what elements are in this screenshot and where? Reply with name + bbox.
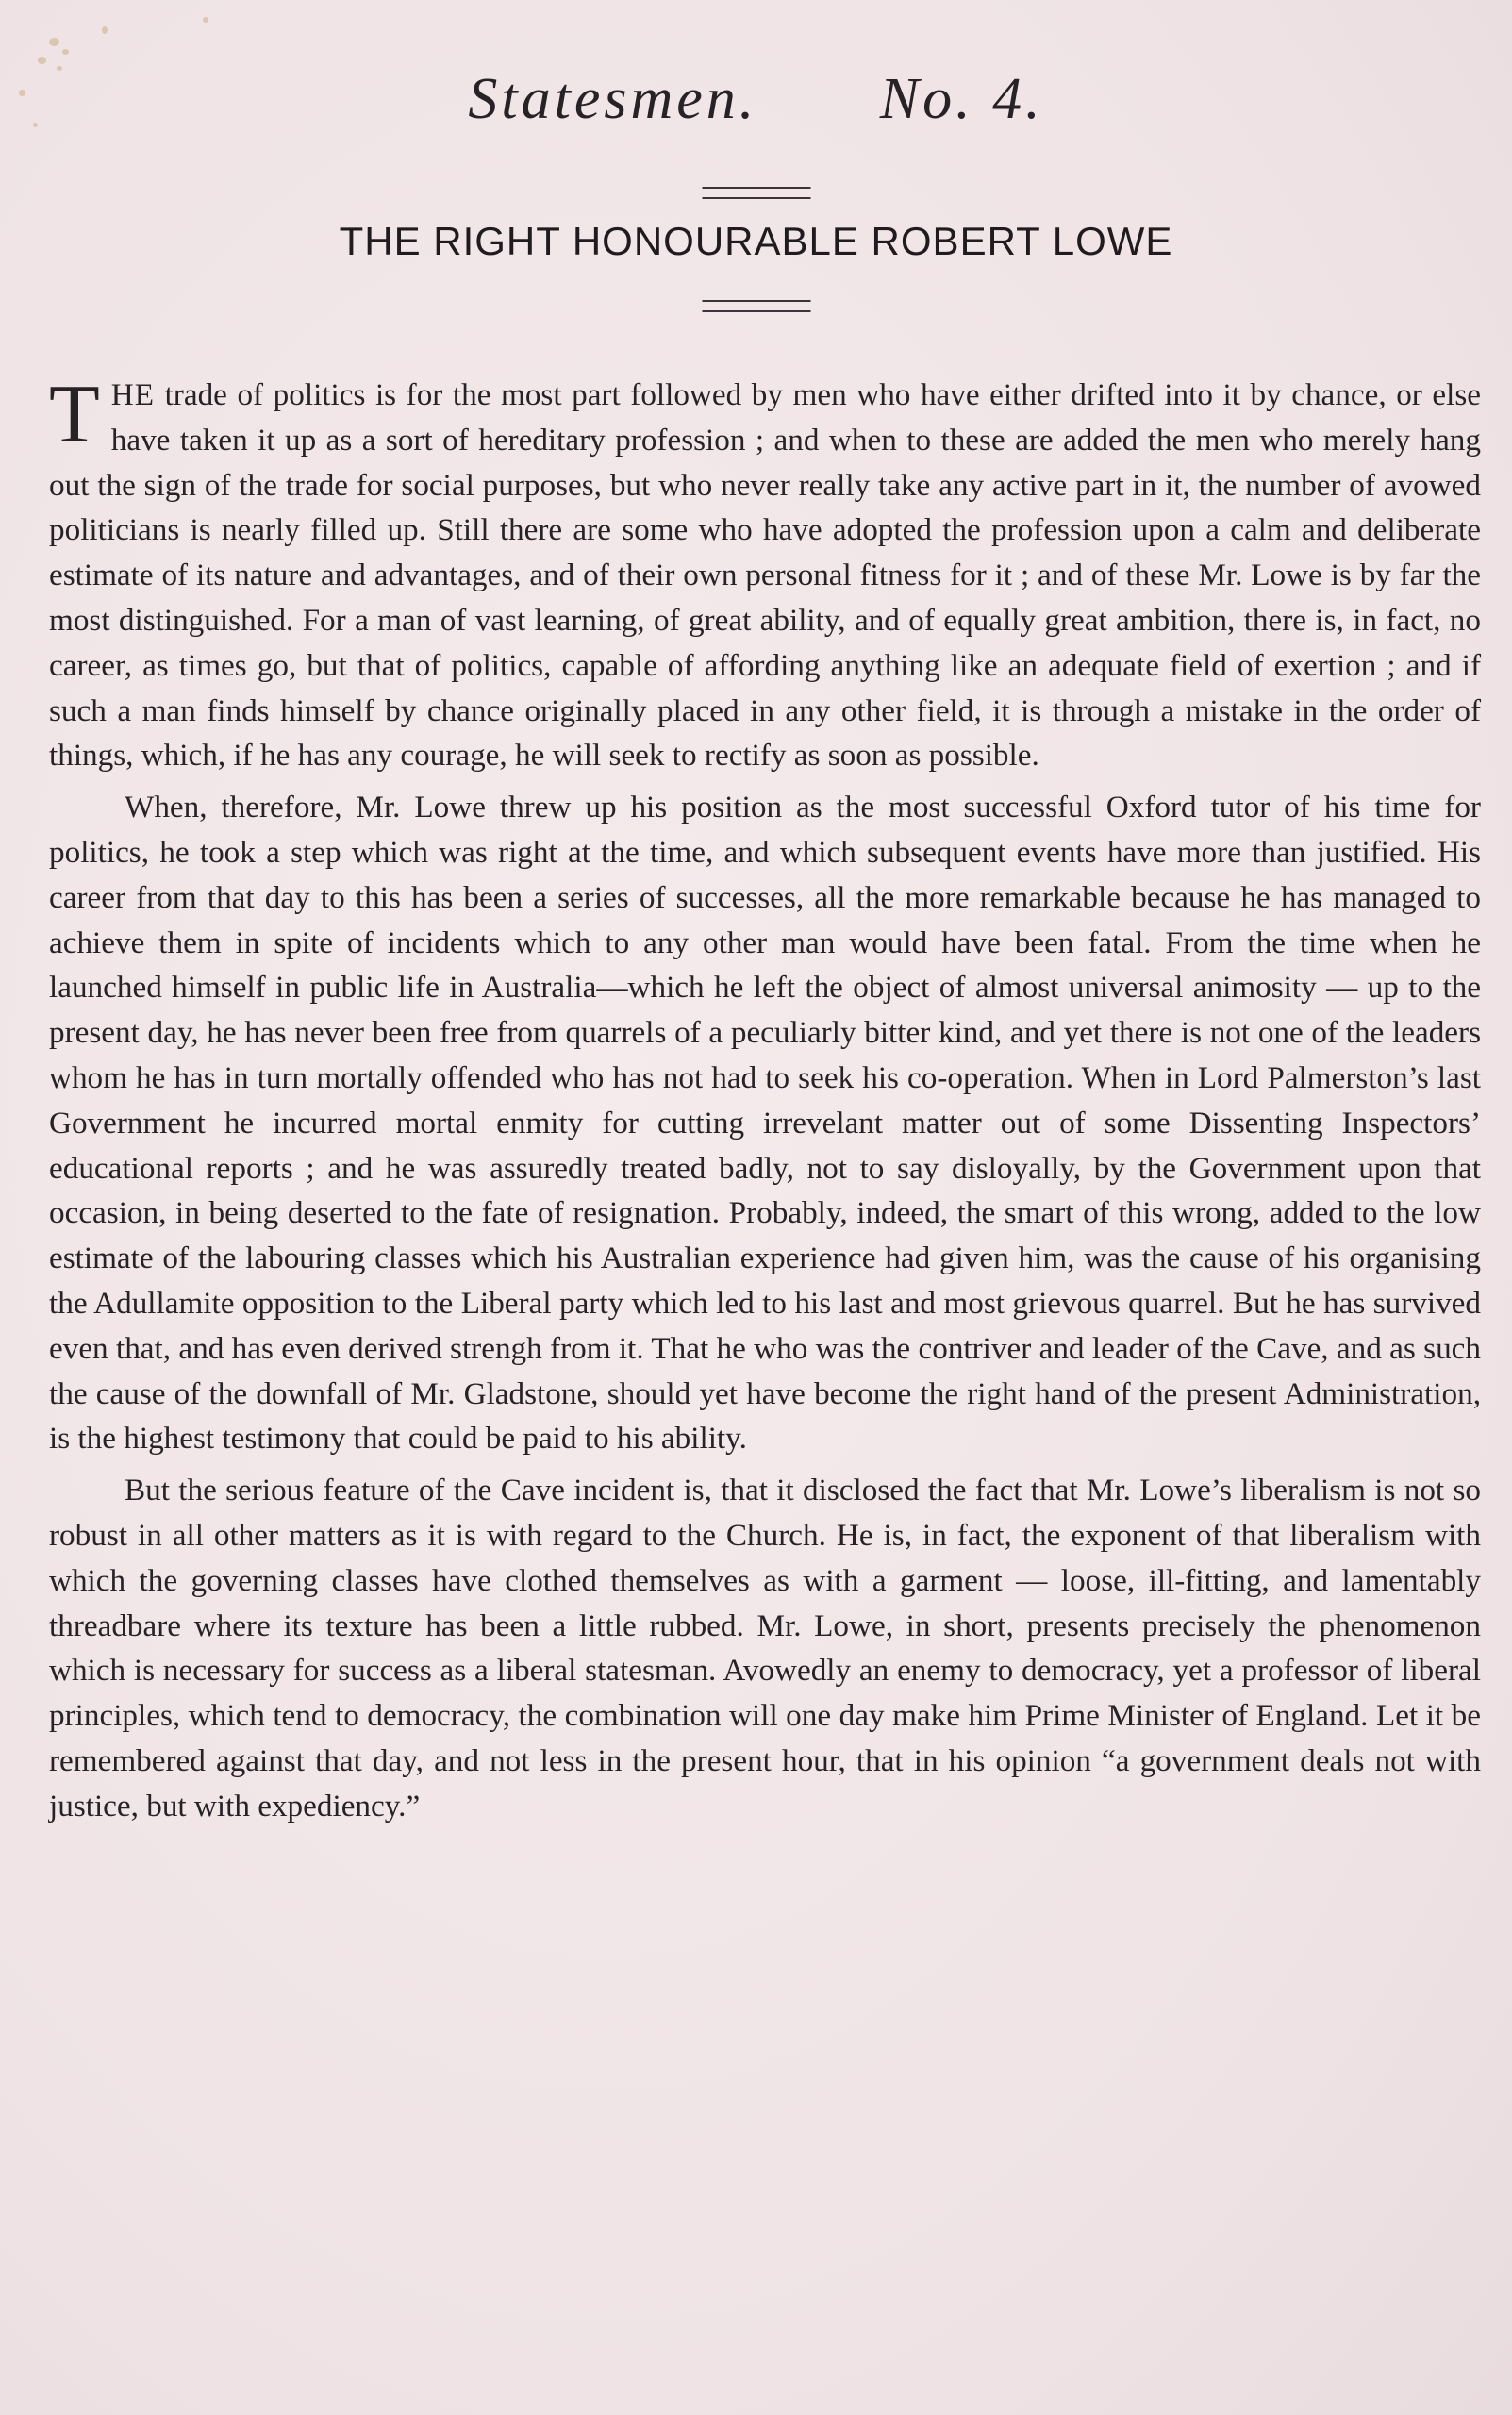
top-double-rule bbox=[702, 187, 810, 199]
paragraph-3: But the serious feature of the Cave incident is, that it disclosed the fact that Mr. Lowe’s liberalism is not so robust in all other matters as it is with regard to the Church. He is, in fact, the exponent of that liberalism with which the governing classes have clothed themselves as with a garment — loose, ill-fitting, and lamentably threadbare where its texture has been a little rubbed. Mr. Lowe, in short, presents precisely the phenomenon which is necessary for success as a liberal statesman. Avowedly an enemy to democracy, yet a professor of liberal principles, which tend to democracy, the combination will one day make him Prime Minister of England. Let it be remembered against that day, and not less in the present hour, that in his opinion “a government deals not with justice, but with expediency.” bbox=[49, 1473, 1481, 1824]
bottom-double-rule bbox=[702, 300, 810, 312]
drop-cap-continuation: HE bbox=[110, 377, 156, 412]
series-masthead bbox=[0, 38, 1512, 160]
paragraph-1 bbox=[49, 369, 1481, 778]
article-body bbox=[49, 369, 1481, 1836]
article-title: THE RIGHT HONOURABLE ROBERT LOWE bbox=[339, 219, 1173, 263]
foxing-spot bbox=[203, 17, 208, 23]
series-name: Statesmen. bbox=[468, 67, 758, 131]
drop-cap: T bbox=[49, 369, 100, 460]
foxing-spot bbox=[102, 26, 108, 34]
paragraph-1-text: trade of politics is for the most part followed by men who have either drifted into it by chance, or else have taken it up as a sort of hereditary profession ; and when to these are added the men who merely hang out the sign of the trade for social purposes, but who never really take any active part in it, the number of avowed politicians is nearly filled up. Still there are some who have adopted the profession upon a calm and deliberate estimate of its nature and advantages, and of their own personal fitness for it ; and of these Mr. Lowe is by far the most distinguished. For a man of vast learning, of great ability, and of equally great ambition, there is, in fact, no career, as times go, but that of politics, capable of affording anything like an adequate field of exertion ; and if such a man finds himself by chance originally placed in any other field, it is through a mistake in the order of things, which, if he has any courage, he will seek to rectify as soon as possible. bbox=[49, 377, 1481, 774]
paragraph-2: When, therefore, Mr. Lowe threw up his position as the most successful Oxford tutor of his time for politics, he took a step which was right at the time, and which subsequent events have more than justified. His career from that day to this has been a series of successes, all the more remarkable because he has managed to achieve them in spite of incidents which to any other man would have been fatal. From the time when he launched himself in public life in Australia—which he left the object of almost universal animosity — up to the present day, he has never been free from quarrels of a peculiarly bitter kind, and yet there is not one of the leaders whom he has in turn mortally offended who has not had to seek his co-operation. When in Lord Palmerston’s last Government he incurred mortal enmity for cutting irrevelant matter out of some Dissenting Inspectors’ educational reports ; and he was assuredly treated badly, not to say disloyally, by the Government upon that occasion, in being deserted to the fate of resignation. Probably, indeed, the smart of this wrong, added to the low estimate of the labouring classes which his Australian experience had given him, was the cause of his organising the Adullamite opposition to the Liberal party which led to his last and most grievous quarrel. But he has survived even that, and has even derived strengh from it. That he who was the contriver and leader of the Cave, and as such the cause of the downfall of Mr. Gladstone, should yet have become the right hand of the present Administration, is the highest testimony that could be paid to his ability. bbox=[49, 790, 1481, 1457]
series-number: No. 4. bbox=[879, 67, 1044, 131]
